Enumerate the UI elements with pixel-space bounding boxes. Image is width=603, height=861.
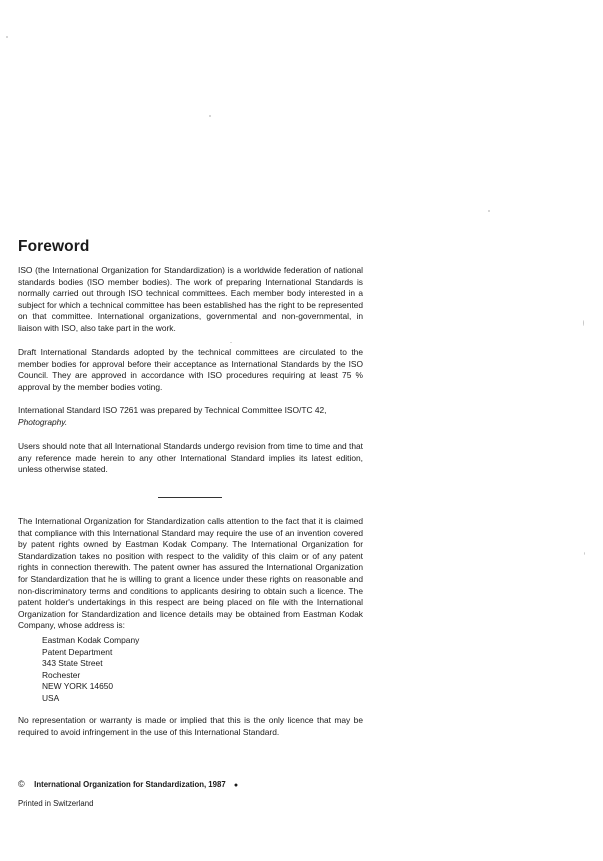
address-line: NEW YORK 14650	[42, 681, 114, 692]
printed-in-note: Printed in Switzerland	[18, 799, 94, 808]
paragraph-revision-note: Users should note that all International Standards undergo revision from time to time and that any reference made herein to any other International Standard implies its latest edition, unless otherwise stated.	[18, 441, 363, 475]
patent-holder-address	[42, 635, 139, 705]
address-line: Rochester	[42, 669, 81, 680]
copyright-text: International Organization for Standardization, 1987	[34, 780, 226, 789]
copyright-icon: ©	[18, 779, 25, 789]
prepared-by-text: International Standard ISO 7261 was prepared by Technical Committee ISO/TC 42,	[18, 405, 327, 415]
scan-speck	[209, 115, 211, 117]
address-line: Eastman Kodak Company	[42, 635, 140, 645]
page-title: Foreword	[18, 238, 90, 255]
paragraph-prepared-by	[18, 405, 363, 428]
address-line: 343 State Street	[42, 658, 103, 669]
address-line: Patent Department	[42, 646, 113, 657]
section-divider	[158, 497, 222, 498]
scan-speck	[6, 36, 8, 38]
bullet-icon: ●	[233, 782, 239, 789]
address-line: USA	[42, 692, 60, 703]
paragraph-no-warranty: No representation or warranty is made or implied that this is the only licence that may be required to avoid infringement in the use of this International Standard.	[18, 715, 363, 737]
paragraph-draft-standards: Draft International Standards adopted by the technical committees are circulated to the member bodies for approval before their acceptance as International Standards by the ISO Council. They are approved in accordance with ISO procedures requiring at least 75 % approval by the member bodies voting.	[18, 347, 363, 392]
scan-speck	[230, 342, 232, 343]
scan-speck	[583, 320, 584, 326]
paragraph-iso-intro: ISO (the International Organization for Standardization) is a worldwide federation of national standards bodies (ISO member bodies). The work of preparing International Standards is normally carried out through ISO technical committees. Each member body interested in a subject for which a technical committee has been established has the right to be represented on that committee. International organizations, governmental and non-governmental, in liaison with ISO, also take part in the work.	[18, 265, 363, 333]
scan-speck	[584, 552, 585, 555]
copyright-line	[18, 779, 238, 789]
committee-name: Photography.	[18, 416, 68, 427]
scan-speck	[488, 210, 490, 212]
paragraph-patent-notice: The International Organization for Standardization calls attention to the fact that it is claimed that compliance with this International Standard may require the use of an invention covered by patent rights owned by Eastman Kodak Company. The International Organization for Standardization takes no position with respect to the validity of this claim or of any patent rights in connection therewith. The patent owner has assured the International Organization for Standardization that he is willing to grant a licence under these rights on reasonable and non-discriminatory terms and conditions to applicants desiring to obtain such a licence. The patent holder's undertakings in this respect are being placed on file with the International Organization for Standardization and licence details may be obtained from Eastman Kodak Company, whose address is:	[18, 516, 363, 631]
